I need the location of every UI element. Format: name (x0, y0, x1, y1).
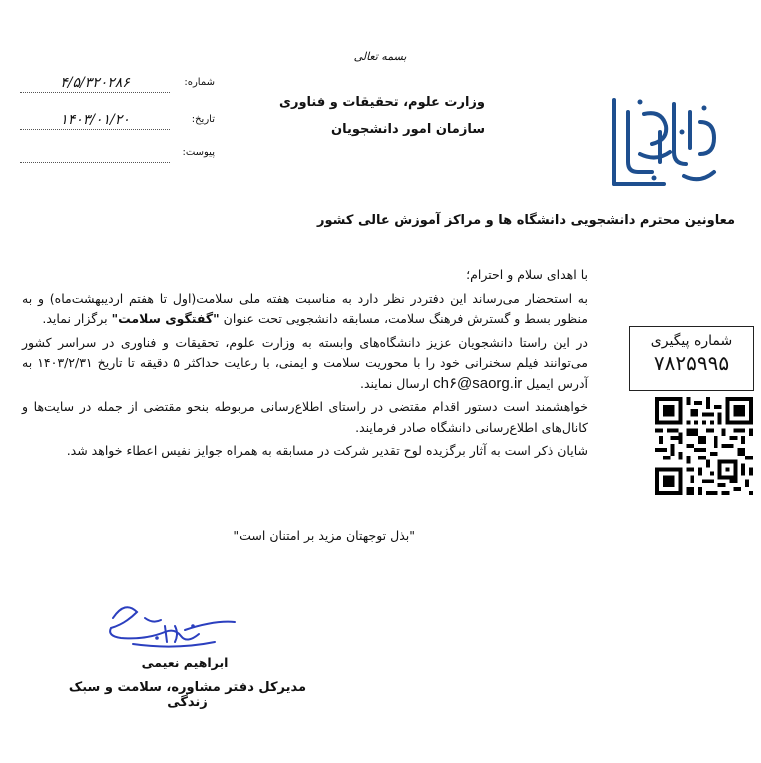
greeting: با اهدای سلام و احترام؛ (466, 267, 588, 282)
organization-logo (604, 92, 722, 192)
letter-attachment-row (20, 145, 215, 165)
signer-title: مدیرکل دفتر مشاوره، سلامت و سبک زندگی (68, 680, 307, 710)
letter-date-value: ۱۴۰۳/۰۱/۲۰ (60, 112, 130, 128)
email-address: ch۶@saorg.ir (433, 374, 523, 392)
letter-date-label: تاریخ: (191, 114, 215, 125)
paragraph-3: خواهشمند است دستور اقدام مقتضی در راستای اطلاع‌رسانی مربوطه بنحو مقتضی از جمله در سایت‌ها و کانال‌های اطلاع‌رسانی دانشگاه صادر فرمایند. (22, 399, 588, 435)
basmala: بسمه تعالی (353, 50, 407, 63)
tracking-number: ۷۸۲۵۹۹۵ (653, 351, 730, 375)
paragraph-1-end: برگزار نماید. (42, 311, 108, 326)
tracking-box (629, 326, 754, 391)
paragraph-2-end: ارسال نمایند. (359, 375, 430, 391)
signer-name: ابراهیم نعیمی (141, 655, 229, 670)
paragraph-4: شایان ذکر است به آثار برگزیده لوح تقدیر شرکت در مسابقه به همراه جوایز نفیس اعطاء خواهد شد. (66, 443, 588, 458)
qr-code (655, 397, 753, 495)
letter-attachment-label: پیوست: (182, 147, 215, 158)
letter-attachment-dots (20, 162, 170, 163)
contest-title: "گفتگوی سلامت" (111, 311, 220, 326)
paragraph-1-text: به استحضار می‌رساند این دفتردر نظر دارد به مناسبت هفته ملی سلامت(اول تا هفتم اردیبهشت‌ماه) و به منظور بسط و گسترش فرهنگ سلامت، مسابقه دانشجویی تحت عنوان (22, 290, 588, 326)
organization-name: سازمان امور دانشجویان (331, 122, 485, 137)
closing-line: "بذل توجهتان مزید بر امتنان است" (233, 528, 415, 543)
paragraph-1 (22, 289, 588, 330)
tracking-label: شماره پیگیری (650, 333, 733, 349)
letter-date-dots (20, 129, 170, 130)
letter-number-label: شماره: (184, 77, 215, 88)
recipient-line: معاونین محترم دانشجویی دانشگاه ها و مراکز آموزش عالی کشور (317, 213, 735, 228)
ministry-name: وزارت علوم، تحقیقات و فناوری (279, 95, 485, 110)
letter-body (22, 265, 588, 462)
letter-number-row (20, 75, 215, 95)
paragraph-2-text: در این راستا دانشجویان عزیز دانشگاه‌های وابسته به وزارت علوم، تحقیقات و فناوری در سراسر کشور می‌توانند فیلم سخنرانی خود را با محوریت سلامت و ایمنی، با رعایت حداکثر ۵ دقیقه تا تاریخ ۱۴۰۳/۲/۳۱ به آدرس ایمیل (22, 334, 588, 391)
letter-number-dots (20, 92, 170, 93)
signature (105, 598, 240, 653)
letter-date-row (20, 112, 215, 132)
paragraph-2 (22, 333, 588, 395)
letter-number-value: ۴/۵/۳۲۰۲۸۶ (60, 75, 130, 91)
